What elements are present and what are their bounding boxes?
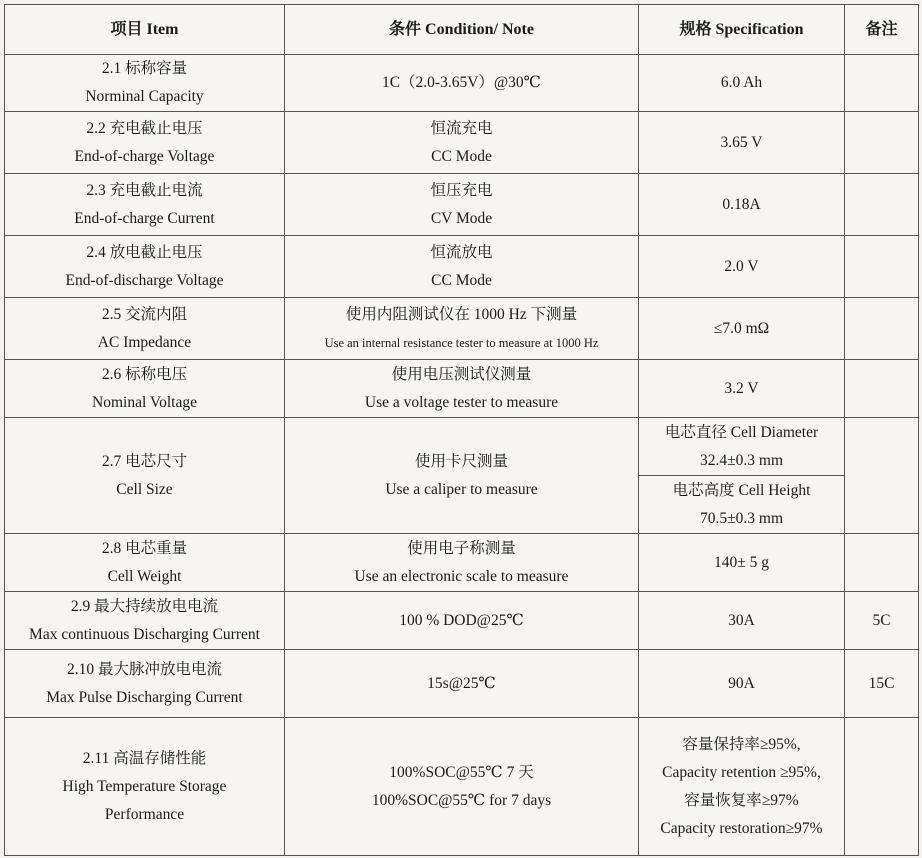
condition-cell	[285, 650, 639, 718]
header-condition: 条件 Condition/ Note	[285, 5, 639, 55]
condition-en: CV Mode	[430, 209, 493, 227]
item-en: Max continuous Discharging Current	[29, 625, 260, 643]
item-cn: 2.3 充电截止电流	[86, 181, 203, 199]
item-cell	[5, 650, 285, 718]
table-row	[5, 360, 919, 418]
item-cn: 2.5 交流内阻	[101, 305, 188, 323]
table-row	[5, 112, 919, 174]
item-cn: 2.6 标称电压	[101, 365, 188, 383]
item-cell	[5, 236, 285, 298]
remark-cell	[845, 236, 919, 298]
spec-value: 32.4±0.3 mm	[700, 451, 783, 469]
spec-line: 容量恢复率≥97%	[684, 791, 799, 809]
item-cell	[5, 534, 285, 592]
item-cn: 2.11 高温存储性能	[82, 749, 207, 767]
item-en: End-of-discharge Voltage	[65, 271, 224, 289]
specification-table	[4, 4, 919, 856]
item-cell	[5, 360, 285, 418]
condition-cell	[285, 298, 639, 360]
item-en: Max Pulse Discharging Current	[46, 688, 243, 706]
condition-en: Use a caliper to measure	[385, 480, 538, 498]
condition-cell	[285, 592, 639, 650]
item-cell	[5, 55, 285, 112]
condition-cn: 恒流放电	[430, 243, 493, 261]
table-row	[5, 534, 919, 592]
spec-cell-diameter	[639, 418, 845, 476]
condition-cn: 恒压充电	[430, 181, 493, 199]
remark-cell	[845, 718, 919, 856]
condition-cell	[285, 55, 639, 112]
item-cn: 2.8 电芯重量	[101, 539, 188, 557]
table-row	[5, 55, 919, 112]
spec-label: 电芯直径 Cell Diameter	[664, 423, 819, 441]
condition-cn: 100 % DOD@25℃	[399, 611, 524, 629]
item-en: End-of-charge Current	[74, 209, 215, 227]
condition-cell	[285, 174, 639, 236]
spec-cell: 90A	[639, 650, 845, 718]
item-cell	[5, 174, 285, 236]
spec-cell: 6.0 Ah	[639, 55, 845, 112]
item-en: Nominal Voltage	[92, 393, 197, 411]
condition-cell	[285, 360, 639, 418]
spec-line: 容量保持率≥95%,	[682, 735, 801, 753]
item-cell	[5, 418, 285, 534]
condition-cn: 恒流充电	[430, 119, 493, 137]
item-en: End-of-charge Voltage	[74, 147, 215, 165]
condition-en: Use an internal resistance tester to measure at 1000 Hz	[324, 335, 599, 350]
condition-cn: 使用电子称测量	[407, 539, 516, 557]
spec-cell: 3.2 V	[639, 360, 845, 418]
item-en: AC Impedance	[97, 333, 192, 351]
table-row	[5, 298, 919, 360]
condition-en: Use an electronic scale to measure	[354, 567, 569, 585]
item-cell	[5, 592, 285, 650]
condition-cell	[285, 418, 639, 534]
header-specification: 规格 Specification	[639, 5, 845, 55]
spec-cell	[639, 718, 845, 856]
condition-cn: 1C（2.0-3.65V）@30℃	[381, 74, 542, 91]
item-en-continued: Performance	[104, 805, 185, 823]
item-cn: 2.7 电芯尺寸	[101, 452, 188, 470]
remark-cell	[845, 360, 919, 418]
condition-en: CC Mode	[431, 147, 492, 165]
condition-cell	[285, 534, 639, 592]
condition-cn: 100%SOC@55℃ 7 天	[389, 763, 534, 781]
remark-cell	[845, 55, 919, 112]
remark-cell: 15C	[845, 650, 919, 718]
item-cell	[5, 718, 285, 856]
spec-cell: 0.18A	[639, 174, 845, 236]
item-en: Cell Weight	[107, 567, 182, 585]
item-cn: 2.9 最大持续放电电流	[70, 597, 219, 615]
spec-line: Capacity restoration≥97%	[660, 819, 823, 837]
condition-cn: 使用内阻测试仪在 1000 Hz 下测量	[345, 305, 578, 323]
remark-cell	[845, 418, 919, 534]
remark-cell: 5C	[845, 592, 919, 650]
spec-line: Capacity retention ≥95%,	[662, 763, 821, 781]
item-cn: 2.2 充电截止电压	[86, 119, 203, 137]
spec-cell-height	[639, 476, 845, 534]
remark-cell	[845, 174, 919, 236]
item-en: Norminal Capacity	[85, 88, 204, 105]
table-row	[5, 718, 919, 856]
table-row	[5, 592, 919, 650]
header-item: 项目 Item	[5, 5, 285, 55]
spec-label: 电芯高度 Cell Height	[672, 481, 811, 499]
table-row	[5, 650, 919, 718]
spec-cell: 2.0 V	[639, 236, 845, 298]
condition-cell	[285, 236, 639, 298]
item-en: Cell Size	[116, 480, 173, 498]
item-cell	[5, 298, 285, 360]
item-en: High Temperature Storage	[62, 777, 227, 795]
remark-cell	[845, 298, 919, 360]
condition-en: Use a voltage tester to measure	[364, 393, 559, 411]
condition-cn: 使用电压测试仪测量	[391, 365, 532, 383]
spec-value: 70.5±0.3 mm	[700, 509, 783, 527]
remark-cell	[845, 112, 919, 174]
condition-en: CC Mode	[431, 271, 492, 289]
remark-cell	[845, 534, 919, 592]
table-row	[5, 418, 919, 476]
spec-cell: 140± 5 g	[639, 534, 845, 592]
spec-cell: ≤7.0 mΩ	[639, 298, 845, 360]
table-row	[5, 236, 919, 298]
spec-document	[4, 4, 918, 854]
condition-cell	[285, 718, 639, 856]
table-row	[5, 174, 919, 236]
condition-cell	[285, 112, 639, 174]
spec-cell: 30A	[639, 592, 845, 650]
item-cn: 2.10 最大脉冲放电电流	[66, 660, 222, 678]
condition-cn: 使用卡尺测量	[414, 452, 508, 470]
header-row	[5, 5, 919, 55]
header-remark: 备注	[845, 5, 919, 55]
item-cell	[5, 112, 285, 174]
spec-cell: 3.65 V	[639, 112, 845, 174]
condition-cn: 15s@25℃	[427, 674, 496, 692]
condition-en: 100%SOC@55℃ for 7 days	[371, 791, 552, 809]
item-cn: 2.4 放电截止电压	[86, 243, 203, 261]
item-cn: 2.1 标称容量	[101, 60, 188, 77]
